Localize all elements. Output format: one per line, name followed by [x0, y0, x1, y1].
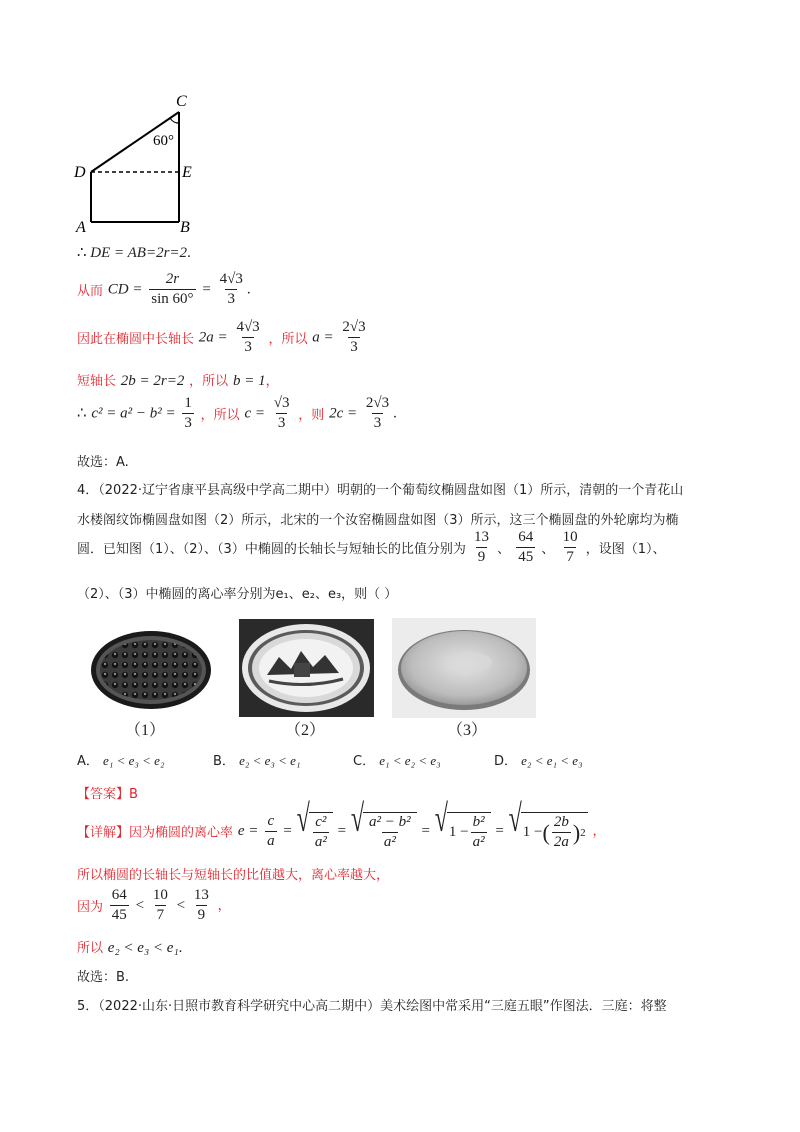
angle-arc	[170, 118, 179, 123]
answer-label: 【答案】B	[77, 787, 138, 802]
because-line: 因为 $\frac{64}{45}$ < $\frac{10}{7}$ < $\frac{13}{9}$ ，	[77, 887, 231, 923]
choose-a: 故选：A.	[77, 455, 129, 470]
label-b: B	[180, 219, 190, 236]
label-e: E	[182, 164, 192, 181]
line-de-ab: ∴ DE = AB=2r=2.	[77, 245, 191, 261]
fraction: $\frac{10}{7}$	[562, 529, 578, 565]
plate-photo-1	[90, 630, 212, 710]
detail-more: 所以椭圆的长轴长与短轴长的比值越大，离心率越大，	[77, 868, 390, 883]
label-a: A	[76, 219, 86, 236]
cd-expr: CD =	[107, 281, 143, 298]
geometry-figure	[70, 90, 210, 240]
caption-2: （2）	[285, 722, 326, 739]
caption-1: （1）	[125, 722, 166, 739]
line-cd: 从而 CD = $\frac{2r}{\sin 60^\circ}$ = $\frac{4√3}{3}$ .	[77, 271, 251, 307]
fraction: $\frac{1}{3}$	[184, 395, 192, 431]
fraction: $\frac{13}{9}$	[193, 887, 209, 923]
fraction: $\frac{2√3}{3}$	[365, 395, 390, 431]
q4-line4: （2）、（3）中椭圆的离心率分别为e₁、e₂、e₃，则（ ）	[77, 587, 398, 602]
fraction: $\frac{2r}{\sin 60^\circ}$	[151, 271, 194, 307]
fraction: $\frac{64}{45}$	[518, 529, 534, 565]
fraction: $\frac{64}{45}$	[111, 887, 127, 923]
fraction: $\frac{c}{a}$	[267, 812, 275, 849]
sqrt-4: √ 1 − ( $\frac{2b}{2a}$ ) 2	[508, 799, 586, 850]
label-angle: 60°	[153, 133, 174, 149]
plate-photo-2	[239, 619, 374, 717]
fraction: $\frac{4√3}{3}$	[219, 271, 243, 307]
plate-photo-3	[392, 618, 536, 718]
q4-line1: 4．（2022·辽宁省康平县高级中学高二期中）明朝的一个葡萄纹椭圆盘如图（1）所示，清朝的一个青花山	[77, 483, 684, 498]
q5-line1: 5．（2022·山东·日照市教育科学研究中心高二期中）美术绘图中常采用“三庭五眼”作图法．三庭：将整	[77, 999, 667, 1014]
fraction: $\frac{13}{9}$	[473, 529, 489, 565]
fraction: $\frac{2√3}{3}$	[342, 319, 366, 355]
so-line: 所以 e₂ < e₃ < e₁.	[77, 940, 183, 956]
line-c-squared: ∴ c² = a² − b² = $\frac{1}{3}$ ，所以 c = $\frac{√3}{3}$ ，则 2c = $\frac{2√3}{3}$ .	[77, 395, 397, 431]
line-major-axis: 因此在椭圆中长轴长 2a = $\frac{4√3}{3}$ ，所以 a = $\frac{2√3}{3}$	[77, 319, 366, 355]
caption-3: （3）	[447, 722, 488, 739]
option-c[interactable]: C． e₁ < e₂ < e₃	[353, 753, 441, 769]
choose-b: 故选：B.	[77, 970, 130, 985]
option-a[interactable]: A． e₁ < e₃ < e₂	[77, 753, 165, 769]
line-minor-axis: 短轴长 2b = 2r=2 ，所以 b = 1，	[77, 373, 279, 389]
detail-line: 【详解】因为椭圆的离心率 e = $\frac{c}{a}$ = √ $\frac{\text{c²}}{\text{a²}}$ = √ $\frac{\text{a² − b²}}{\text{a²}}$ = √ 1 − $\frac{\text{b²}}{\text{a²}}$ = √ 1 − ( $\frac{2b}{2a}$ ) 2 ，	[77, 799, 606, 850]
sqrt-1: √ $\frac{\text{c²}}{\text{a²}}$	[297, 812, 333, 850]
sqrt-3: √ 1 − $\frac{\text{b²}}{\text{a²}}$	[435, 812, 491, 850]
q4-line3: 圆．已知图（1）、（2）、（3）中椭圆的长轴长与短轴长的比值分别为 $\frac{13}{9}$ 、 $\frac{64}{45}$ 、 $\frac{10}{7}$ ，设图（1）、	[77, 529, 666, 565]
fraction: $\frac{√3}{3}$	[273, 395, 290, 431]
label-c: C	[176, 93, 187, 110]
sqrt-2: √ $\frac{\text{a² − b²}}{\text{a²}}$	[351, 812, 417, 850]
label-d: D	[74, 164, 86, 181]
q4-line2: 水楼阁纹饰椭圆盘如图（2）所示，北宋的一个汝窑椭圆盘如图（3）所示，这三个椭圆盘的外轮廓均为椭	[77, 513, 679, 528]
option-d[interactable]: D． e₂ < e₁ < e₃	[494, 753, 583, 769]
option-b[interactable]: B． e₂ < e₃ < e₁	[213, 753, 301, 769]
fraction: $\frac{10}{7}$	[152, 887, 168, 923]
fraction: $\frac{4√3}{3}$	[236, 319, 260, 355]
